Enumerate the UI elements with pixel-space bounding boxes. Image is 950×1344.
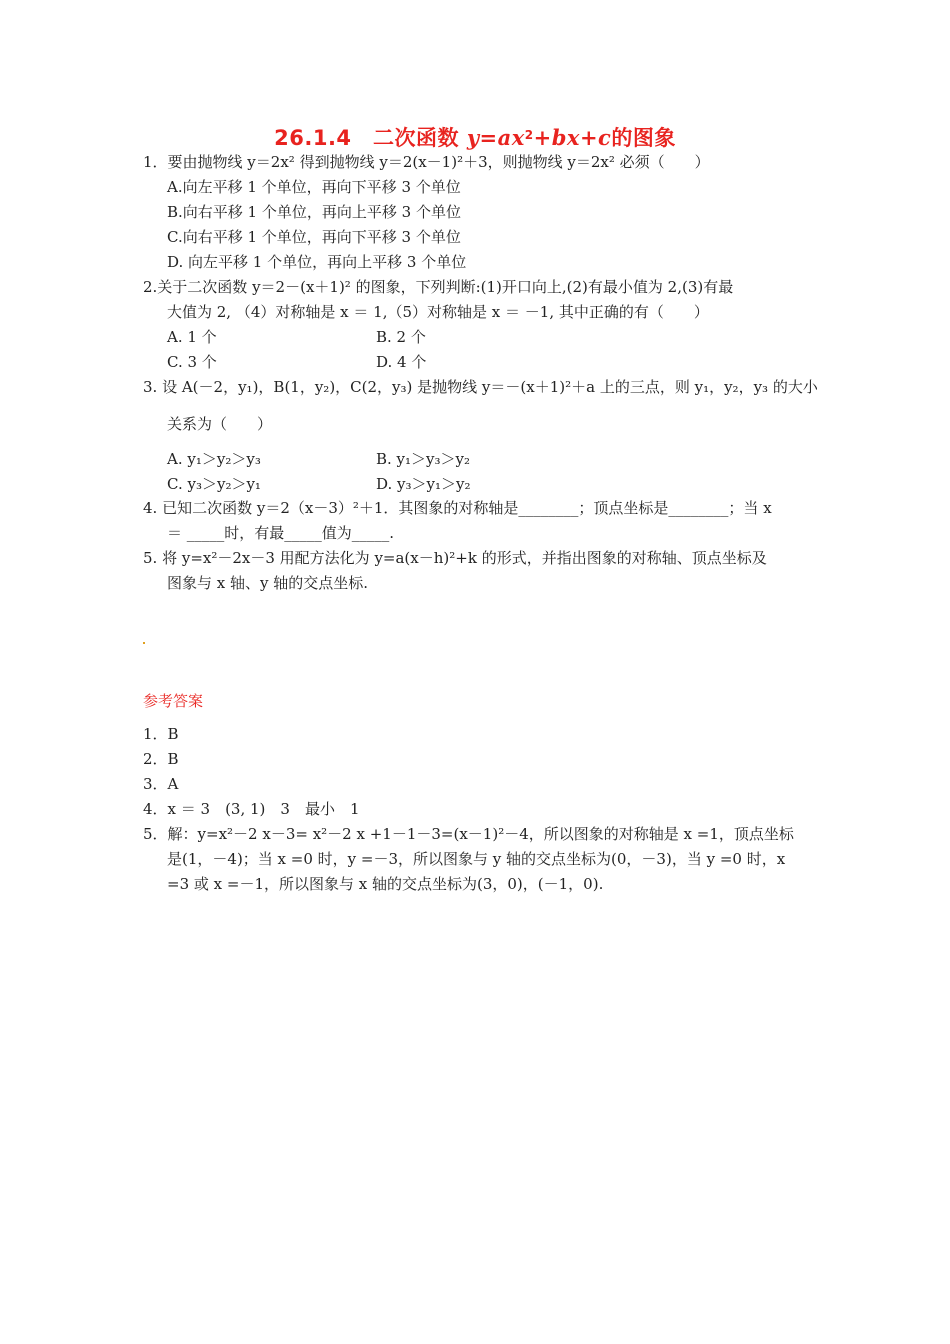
q2-option-a: A. 1 个 xyxy=(167,328,217,346)
q3-option-c: C. y₃＞y₂＞y₁ xyxy=(167,475,261,493)
q2-option-d: D. 4 个 xyxy=(376,353,427,371)
q2-option-b: B. 2 个 xyxy=(376,328,426,346)
q2-stem-line1: 2.关于二次函数 y＝2－(x＋1)² 的图象，下列判断:(1)开口向上,(2)有最小值为 2,(3)有最 xyxy=(143,278,734,296)
q3-stem-line2: 关系为（ ） xyxy=(167,415,273,433)
q4-stem-line1: 4. 已知二次函数 y＝2（x－3）²＋1．其图象的对称轴是________；顶点坐标是________；当 x xyxy=(143,499,772,517)
q1-stem: 1．要由抛物线 y＝2x² 得到抛物线 y＝2(x－1)²＋3，则抛物线 y＝2x² 必须（ ） xyxy=(143,153,710,171)
title-superscript: 2 xyxy=(524,128,534,142)
q1-option-d: D. 向左平移 1 个单位，再向上平移 3 个单位 xyxy=(167,253,467,271)
q1-option-a: A.向左平移 1 个单位，再向下平移 3 个单位 xyxy=(167,178,461,196)
q3-stem-line1: 3. 设 A(－2，y₁)，B(1，y₂)，C(2，y₃) 是抛物线 y＝－(x＋1)²＋a 上的三点，则 y₁，y₂，y₃ 的大小 xyxy=(143,378,818,396)
title-suffix: 的图象 xyxy=(611,126,676,150)
answer-4: 4．x ＝ 3 (3, 1) 3 最小 1 xyxy=(143,800,360,818)
answers-heading: 参考答案 xyxy=(143,692,204,710)
q3-option-b: B. y₁＞y₃＞y₂ xyxy=(376,450,471,468)
q4-stem-line2: ＝ _____时，有最_____值为_____. xyxy=(167,524,395,542)
worksheet-title xyxy=(0,122,950,152)
answer-5-line1: 5．解：y=x²－2 x－3= x²－2 x +1－1－3=(x－1)²－4，所以图象的对称轴是 x =1，顶点坐标 xyxy=(143,825,794,843)
answer-3: 3．A xyxy=(143,775,179,793)
answer-5-line2: 是(1，－4)；当 x =0 时，y =－3，所以图象与 y 轴的交点坐标为(0，－3)，当 y =0 时，x xyxy=(167,850,786,868)
title-prefix: 26.1.4 二次函数 xyxy=(274,126,467,150)
q1-option-b: B.向右平移 1 个单位，再向上平移 3 个单位 xyxy=(167,203,461,221)
answer-1: 1．B xyxy=(143,725,179,743)
answer-2: 2．B xyxy=(143,750,179,768)
q3-option-a: A. y₁＞y₂＞y₃ xyxy=(167,450,261,468)
q2-stem-line2: 大值为 2, （4）对称轴是 x ＝ 1,（5）对称轴是 x ＝ －1, 其中正确的有（ ） xyxy=(167,303,709,321)
title-formula-a: y=ax xyxy=(466,125,525,150)
q2-option-c: C. 3 个 xyxy=(167,353,217,371)
q3-option-d: D. y₃＞y₁＞y₂ xyxy=(376,475,471,493)
title-formula-b: +bx+c xyxy=(533,125,612,150)
q5-stem-line2: 图象与 x 轴、y 轴的交点坐标. xyxy=(167,574,369,592)
q1-option-c: C.向右平移 1 个单位，再向下平移 3 个单位 xyxy=(167,228,461,246)
decorative-dot xyxy=(143,642,145,644)
q5-stem-line1: 5. 将 y=x²－2x－3 用配方法化为 y=a(x－h)²+k 的形式，并指出图象的对称轴、顶点坐标及 xyxy=(143,549,767,567)
answer-5-line3: =3 或 x =－1，所以图象与 x 轴的交点坐标为(3，0)，(－1，0). xyxy=(167,875,604,893)
